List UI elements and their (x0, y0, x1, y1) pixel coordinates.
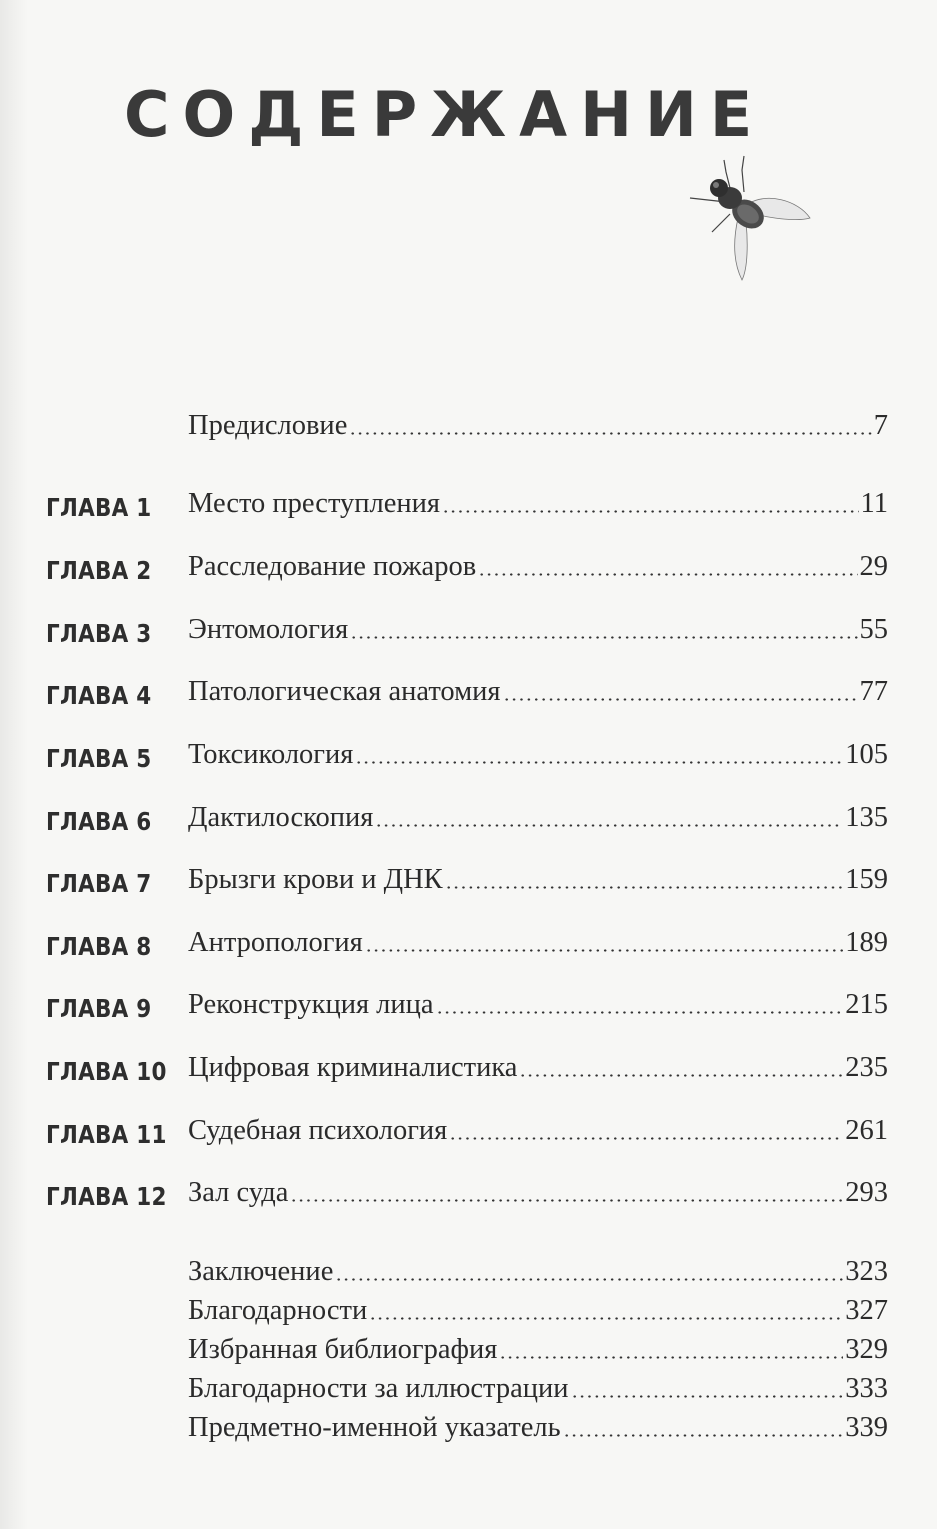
toc-entry-acknowledgements[interactable] (188, 1291, 888, 1329)
toc-entry-label: Зал суда (188, 1176, 289, 1208)
toc-entry-preface[interactable] (188, 406, 888, 444)
dot-leader (365, 923, 843, 961)
dot-leader (349, 406, 871, 444)
chapter-number: ГЛАВА 12 (46, 1182, 167, 1211)
page-title: СОДЕРЖАНИЕ (124, 78, 766, 151)
toc-entry-chapter-9[interactable] (188, 985, 888, 1023)
toc-entry-chapter-1[interactable] (188, 484, 888, 522)
fly-icon (686, 152, 816, 284)
toc-entry-page: 293 (845, 1176, 888, 1208)
toc-entry-page: 29 (859, 550, 888, 582)
toc-entry-label: Антропология (188, 926, 363, 958)
toc-entry-label: Судебная психология (188, 1114, 448, 1146)
toc-entry-page: 159 (845, 863, 888, 895)
chapter-number: ГЛАВА 3 (46, 619, 152, 648)
toc-entry-page: 7 (873, 409, 888, 441)
toc-entry-chapter-4[interactable] (188, 672, 888, 710)
chapter-number: ГЛАВА 4 (46, 681, 152, 710)
toc-entry-page: 189 (845, 926, 888, 958)
toc-entry-chapter-10[interactable] (188, 1048, 888, 1086)
chapter-number: ГЛАВА 11 (46, 1120, 167, 1149)
toc-entry-page: 215 (845, 988, 888, 1020)
dot-leader (290, 1173, 843, 1211)
chapter-number: ГЛАВА 9 (46, 994, 152, 1023)
toc-entry-page: 77 (859, 675, 888, 707)
toc-entry-label: Расследование пожаров (188, 550, 477, 582)
toc-entry-illustration-credits[interactable] (188, 1369, 888, 1407)
toc-entry-index[interactable] (188, 1408, 888, 1446)
toc-entry-page: 323 (845, 1255, 888, 1287)
dot-leader (449, 1111, 843, 1149)
dot-leader (335, 1252, 843, 1290)
toc-entry-chapter-7[interactable] (188, 860, 888, 898)
toc-entry-label: Избранная библиография (188, 1333, 498, 1365)
chapter-number: ГЛАВА 8 (46, 932, 152, 961)
dot-leader (442, 484, 859, 522)
toc-entry-label: Энтомология (188, 613, 349, 645)
toc-entry-label: Цифровая криминалистика (188, 1051, 518, 1083)
toc-entry-chapter-8[interactable] (188, 923, 888, 961)
toc-entry-label: Благодарности за иллюстрации (188, 1372, 569, 1404)
toc-entry-page: 105 (845, 738, 888, 770)
dot-leader (503, 672, 858, 710)
dot-leader (519, 1048, 843, 1086)
toc-entry-chapter-5[interactable] (188, 735, 888, 773)
dot-leader (436, 985, 844, 1023)
dot-leader (369, 1291, 843, 1329)
toc-entry-page: 261 (845, 1114, 888, 1146)
toc-entry-page: 235 (845, 1051, 888, 1083)
toc-entry-chapter-2[interactable] (188, 547, 888, 585)
dot-leader (499, 1330, 843, 1368)
toc-entry-label: Место преступления (188, 487, 441, 519)
chapter-number: ГЛАВА 1 (46, 493, 152, 522)
toc-entry-page: 55 (859, 613, 888, 645)
toc-entry-label: Токсикология (188, 738, 354, 770)
toc-entry-page: 339 (845, 1411, 888, 1443)
dot-leader (375, 798, 843, 836)
toc-entry-page: 135 (845, 801, 888, 833)
toc-entry-chapter-11[interactable] (188, 1111, 888, 1149)
chapter-number: ГЛАВА 7 (46, 869, 152, 898)
dot-leader (478, 547, 857, 585)
toc-entry-chapter-12[interactable] (188, 1173, 888, 1211)
page-gutter-shade (0, 0, 28, 1529)
toc-entry-label: Брызги крови и ДНК (188, 863, 443, 895)
dot-leader (355, 735, 843, 773)
chapter-number: ГЛАВА 6 (46, 807, 152, 836)
chapter-number: ГЛАВА 5 (46, 744, 152, 773)
toc-entry-page: 327 (845, 1294, 888, 1326)
toc-entry-bibliography[interactable] (188, 1330, 888, 1368)
toc-entry-chapter-6[interactable] (188, 798, 888, 836)
toc-entry-chapter-3[interactable] (188, 610, 888, 648)
toc-entry-page: 333 (845, 1372, 888, 1404)
toc-entry-label: Патологическая анатомия (188, 675, 501, 707)
toc-entry-page: 11 (860, 487, 888, 519)
chapter-number: ГЛАВА 10 (46, 1057, 167, 1086)
toc-entry-label: Дактилоскопия (188, 801, 374, 833)
dot-leader (445, 860, 844, 898)
toc-entry-label: Предисловие (188, 409, 348, 441)
toc-entry-conclusion[interactable] (188, 1252, 888, 1290)
toc-entry-label: Благодарности (188, 1294, 368, 1326)
toc-entry-label: Заключение (188, 1255, 334, 1287)
dot-leader (571, 1369, 844, 1407)
dot-leader (350, 610, 857, 648)
chapter-number: ГЛАВА 2 (46, 556, 152, 585)
dot-leader (563, 1408, 844, 1446)
toc-entry-label: Предметно-именной указатель (188, 1411, 561, 1443)
toc-entry-label: Реконструкция лица (188, 988, 434, 1020)
toc-entry-page: 329 (845, 1333, 888, 1365)
